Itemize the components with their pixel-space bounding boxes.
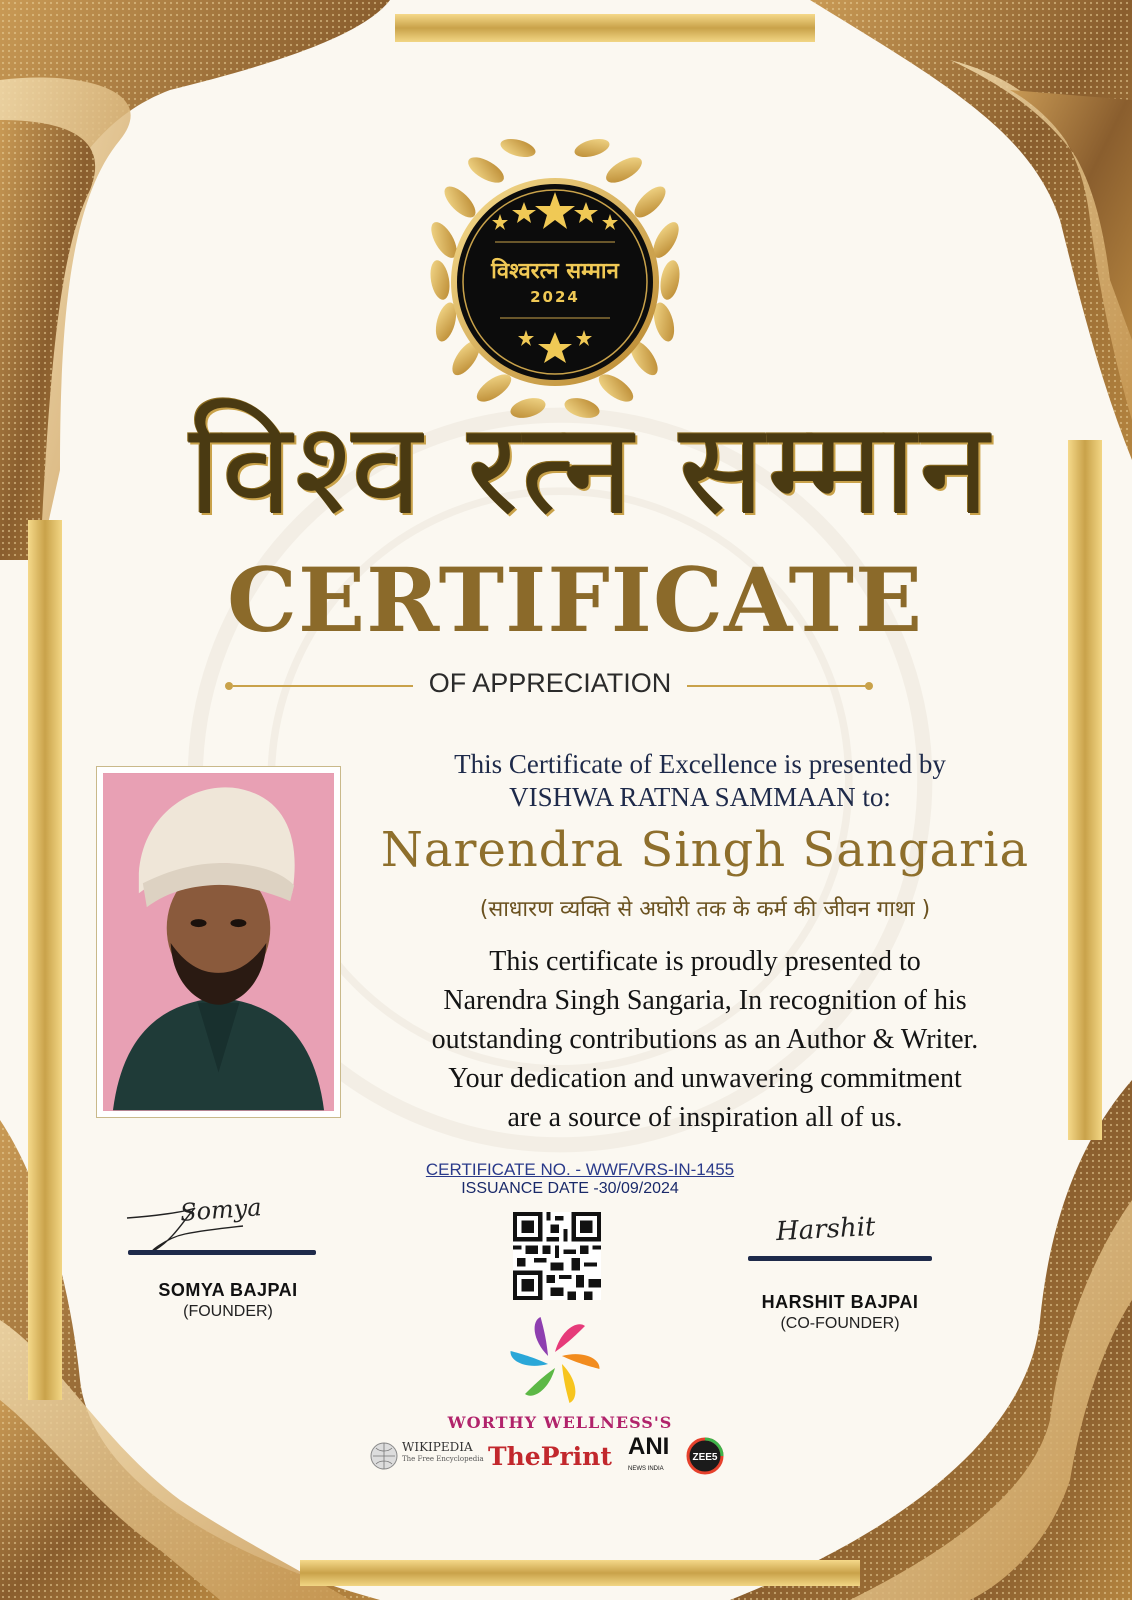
ani-logo [628, 1433, 670, 1480]
citation-line-1: This certificate is proudly presented to [489, 946, 921, 977]
issuance-date: ISSUANCE DATE -30/09/2024 [461, 1180, 679, 1197]
certificate-number: CERTIFICATE NO. - WWF/VRS-IN-1455 [425, 1160, 735, 1179]
frame-right-bar [1068, 440, 1102, 1140]
cofounder-role: (CO-FOUNDER) [780, 1315, 900, 1332]
qr-code-icon[interactable] [513, 1212, 601, 1300]
theprint-print: Print [540, 1442, 612, 1471]
appreciation-divider [225, 668, 875, 704]
presented-line-1: This Certificate of Excellence is presented by [454, 749, 946, 779]
citation-text [365, 942, 1045, 1137]
zee5-wordmark: ZEE5 [692, 1452, 718, 1463]
founder-signature-flourish-icon [125, 1198, 245, 1258]
theprint-the: The [488, 1442, 541, 1471]
frame-left-bar [28, 520, 62, 1400]
divider-line-right [687, 685, 867, 687]
frame-bottom-bar [300, 1560, 860, 1586]
founder-signature: Somya [179, 1193, 263, 1227]
cofounder-signature-line [748, 1256, 932, 1261]
emblem-title: विश्वरत्न सम्मान [491, 259, 619, 284]
corner-ribbon-bottom-right [730, 1080, 1132, 1600]
wikipedia-tagline: The Free Encyclopedia [402, 1455, 484, 1463]
media-logos [370, 1432, 740, 1482]
cofounder-name: HARSHIT BAJPAI [761, 1292, 919, 1312]
cofounder-signature: Harshit [775, 1211, 877, 1248]
divider-dot-left [225, 682, 233, 690]
founder-name: SOMYA BAJPAI [158, 1280, 298, 1300]
ani-wordmark: ANI [628, 1433, 670, 1460]
theprint-logo [488, 1442, 612, 1471]
founder-role: (FOUNDER) [183, 1303, 273, 1320]
person-portrait-icon [103, 773, 334, 1111]
worthy-wellness-logo [503, 1310, 607, 1410]
divider-line-left [233, 685, 413, 687]
organization-name: WORTHY WELLNESS'S [447, 1413, 673, 1432]
recipient-work-title: (साधारण व्यक्ति से अघोरी तक के कर्म की जीवन गाथा ) [479, 897, 931, 922]
founder-block [128, 1280, 328, 1321]
wikipedia-globe-icon [370, 1442, 398, 1470]
certificate-title: CERTIFICATE [226, 548, 924, 652]
founder-signature-line [128, 1250, 316, 1255]
divider-dot-right [865, 682, 873, 690]
citation-line-5: are a source of inspiration all of us. [507, 1102, 903, 1133]
citation-line-3: outstanding contributions as an Author & Writer. [431, 1024, 979, 1055]
emblem-year: 2024 [530, 288, 580, 306]
citation-line-4: Your dedication and unwavering commitment [448, 1063, 962, 1094]
recipient-photo [103, 773, 334, 1111]
certificate-subtitle: OF APPRECIATION [428, 668, 672, 698]
zee5-logo [686, 1437, 724, 1475]
cofounder-block [740, 1292, 940, 1333]
frame-top-bar [395, 14, 815, 42]
recipient-name: Narendra Singh Sangaria [380, 822, 1030, 878]
citation-line-2: Narendra Singh Sangaria, In recognition of his [443, 985, 967, 1016]
recipient-photo-frame [96, 766, 341, 1118]
hindi-title: विश्व रत्न सम्मान [188, 395, 992, 544]
presented-by-text [390, 748, 1010, 814]
wikipedia-logo [402, 1441, 484, 1465]
ani-tagline: NEWS INDIA [628, 1466, 664, 1472]
presented-line-2: VISHWA RATNA SAMMAAN to: [509, 782, 891, 812]
wikipedia-wordmark: WIKIPEDIA [402, 1440, 473, 1454]
